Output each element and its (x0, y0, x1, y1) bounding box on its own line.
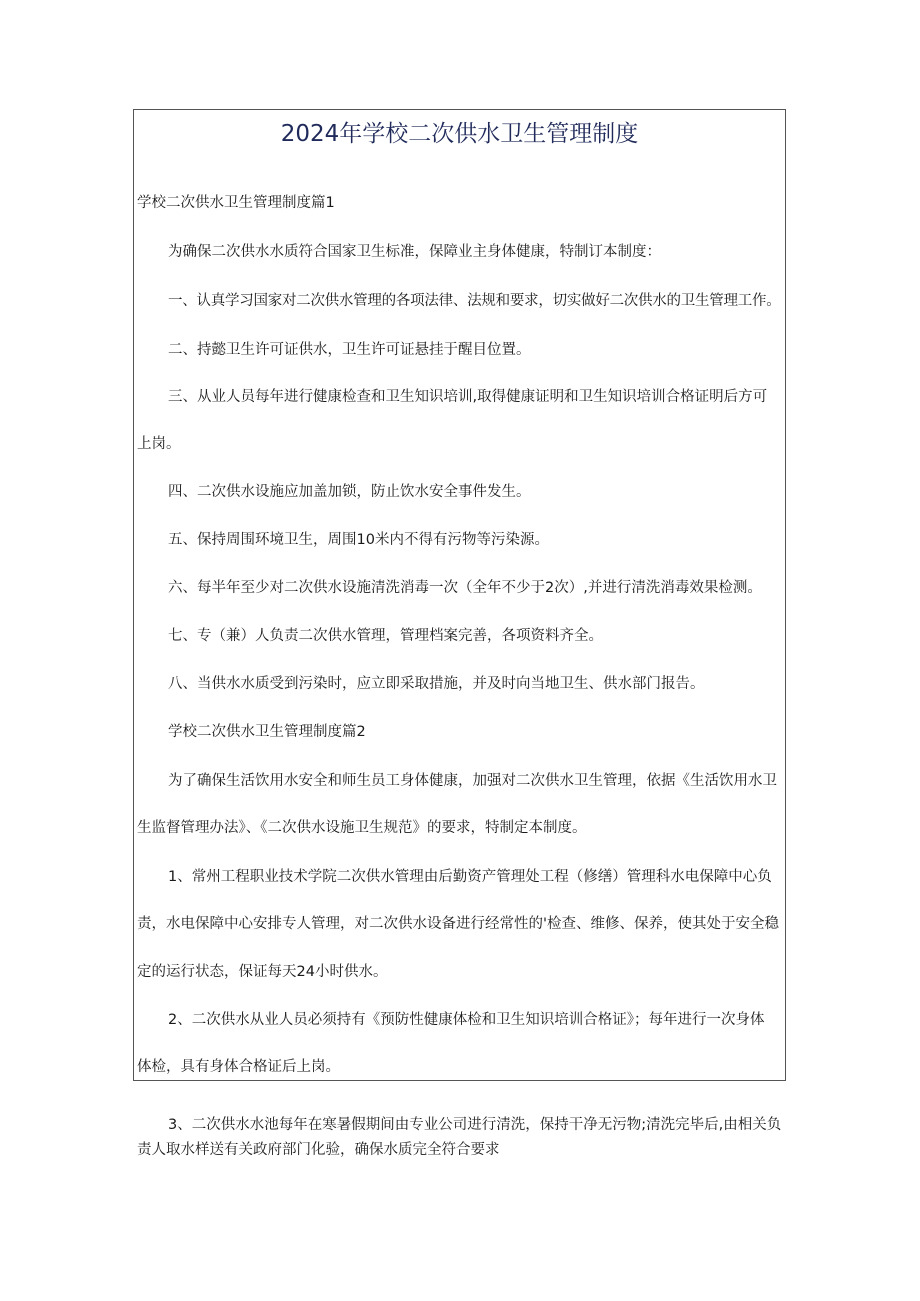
s2-item1-line2: 责，水电保障中心安排专人管理，对二次供水设备进行经常性的'检查、维修、保养，使其处于安全稳 (137, 916, 779, 932)
s1-item7: 七、专（兼）人负责二次供水管理，管理档案完善，各项资料齐全。 (168, 628, 603, 644)
s1-item8: 八、当供水水质受到污染时，应立即采取措施，并及时向当地卫生、供水部门报告。 (168, 676, 705, 692)
s1-item6: 六、每半年至少对二次供水设施清洗消毒一次（全年不少于2次）,并进行清洗消毒效果检测。 (168, 580, 762, 596)
s1-intro: 为确保二次供水水质符合国家卫生标准，保障业主身体健康，特制订本制度： (168, 244, 661, 260)
s2-item1-line1: 1、常州工程职业技术学院二次供水管理由后勤资产管理处工程（修缮）管理科水电保障中心负 (168, 869, 772, 885)
s2-item3-line1: 3、二次供水水池每年在寒暑假期间由专业公司进行清洗，保持干净无污物;清洗完毕后,由相关负 (168, 1117, 782, 1133)
section2-heading: 学校二次供水卫生管理制度篇2 (168, 724, 366, 740)
s1-item5: 五、保持周围环境卫生，周围10米内不得有污物等污染源。 (168, 532, 549, 548)
s2-intro-line2: 生监督管理办法》、《二次供水设施卫生规范》的要求，特制定本制度。 (137, 820, 587, 836)
s2-item2-line2: 体检，具有身体合格证后上岗。 (137, 1059, 340, 1075)
s2-intro-line1: 为了确保生活饮用水安全和师生员工身体健康，加强对二次供水卫生管理，依据《生活饮用水卫 (168, 773, 777, 789)
s2-item3-line2: 责人取水样送有关政府部门化验，确保水质完全符合要求 (137, 1142, 500, 1158)
s1-item3-line1: 三、从业人员每年进行健康检查和卫生知识培训,取得健康证明和卫生知识培训合格证明后方可 (168, 389, 768, 405)
s2-item1-line3: 定的运行状态，保证每天24小时供水。 (137, 964, 388, 980)
s1-item1: 一、认真学习国家对二次供水管理的各项法律、法规和要求，切实做好二次供水的卫生管理工作。 (168, 293, 781, 309)
s2-item2-line1: 2、二次供水从业人员必须持有《预防性健康体检和卫生知识培训合格证》；每年进行一次身体 (168, 1012, 765, 1028)
section1-heading: 学校二次供水卫生管理制度篇1 (137, 195, 335, 211)
s1-item3-line2: 上岗。 (137, 436, 181, 452)
s1-item2: 二、持懿卫生许可证供水，卫生许可证悬挂于醒目位置。 (168, 342, 531, 358)
s1-item4: 四、二次供水设施应加盖加锁，防止饮水安全事件发生。 (168, 484, 531, 500)
document-title: 2024年学校二次供水卫生管理制度 (280, 121, 639, 147)
